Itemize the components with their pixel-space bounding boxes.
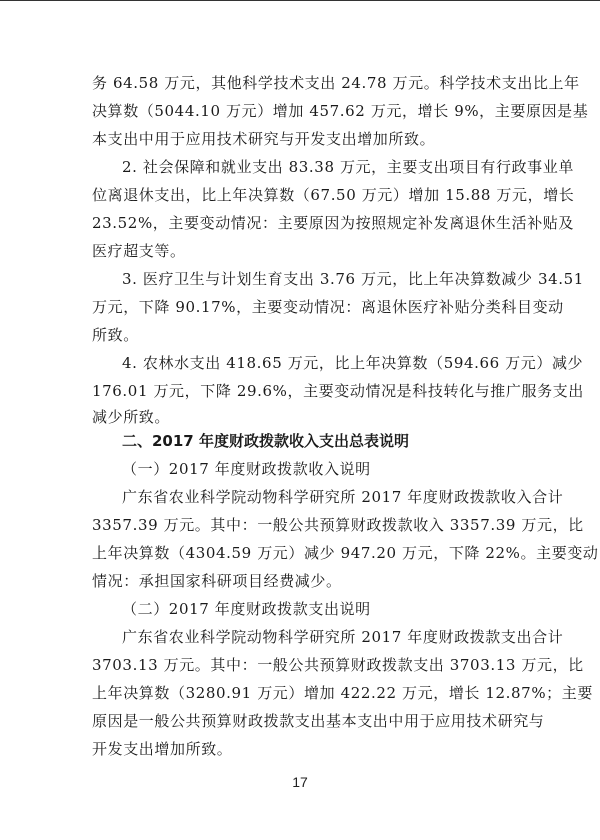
subsection-title: （二）2017 年度财政拨款支出说明	[122, 600, 371, 618]
paragraph-line: 务 64.58 万元，其他科学技术支出 24.78 万元。科学技术支出比上年	[92, 74, 580, 92]
subsection-title: （一）2017 年度财政拨款收入说明	[122, 460, 371, 478]
page-number: 17	[292, 774, 308, 790]
paragraph-line: 23.52%，主要变动情况：主要原因为按照规定补发离退休生活补贴及	[92, 214, 574, 232]
paragraph-line: 2. 社会保障和就业支出 83.38 万元，主要支出项目有行政事业单	[122, 158, 574, 176]
paragraph-line: 情况：承担国家科研项目经费减少。	[92, 572, 342, 590]
paragraph-line: 减少所致。	[92, 408, 171, 426]
paragraph-line: 3. 医疗卫生与计划生育支出 3.76 万元，比上年决算数减少 34.51	[122, 270, 584, 288]
paragraph-line: 万元，下降 90.17%，主要变动情况：离退休医疗补贴分类科目变动	[92, 298, 564, 316]
paragraph-line: 3703.13 万元。其中：一般公共预算财政拨款支出 3703.13 万元，比	[92, 656, 584, 674]
paragraph-line: 176.01 万元，下降 29.6%，主要变动情况是科技转化与推广服务支出	[92, 382, 584, 400]
paragraph-line: 上年决算数（3280.91 万元）增加 422.22 万元，增长 12.87%；主要	[92, 684, 593, 702]
paragraph-line: 医疗超支等。	[92, 242, 186, 260]
paragraph-line: 原因是一般公共预算财政拨款支出基本支出中用于应用技术研究与	[92, 712, 545, 730]
paragraph-line: 广东省农业科学院动物科学研究所 2017 年度财政拨款支出合计	[122, 628, 564, 646]
paragraph-line: 3357.39 万元。其中：一般公共预算财政拨款收入 3357.39 万元，比	[92, 516, 584, 534]
section-heading: 二、2017 年度财政拨款收入支出总表说明	[122, 432, 409, 450]
paragraph-line: 广东省农业科学院动物科学研究所 2017 年度财政拨款收入合计	[122, 488, 564, 506]
paragraph-line: 决算数（5044.10 万元）增加 457.62 万元，增长 9%，主要原因是基	[92, 102, 589, 120]
paragraph-line: 上年决算数（4304.59 万元）减少 947.20 万元，下降 22%。主要变动	[92, 544, 599, 562]
paragraph-line: 本支出中用于应用技术研究与开发支出增加所致。	[92, 130, 436, 148]
paragraph-line: 所致。	[92, 326, 139, 344]
paragraph-line: 4. 农林水支出 418.65 万元，比上年决算数（594.66 万元）减少	[122, 354, 584, 372]
paragraph-line: 位离退休支出，比上年决算数（67.50 万元）增加 15.88 万元，增长	[92, 186, 575, 204]
paragraph-line: 开发支出增加所致。	[92, 740, 233, 758]
